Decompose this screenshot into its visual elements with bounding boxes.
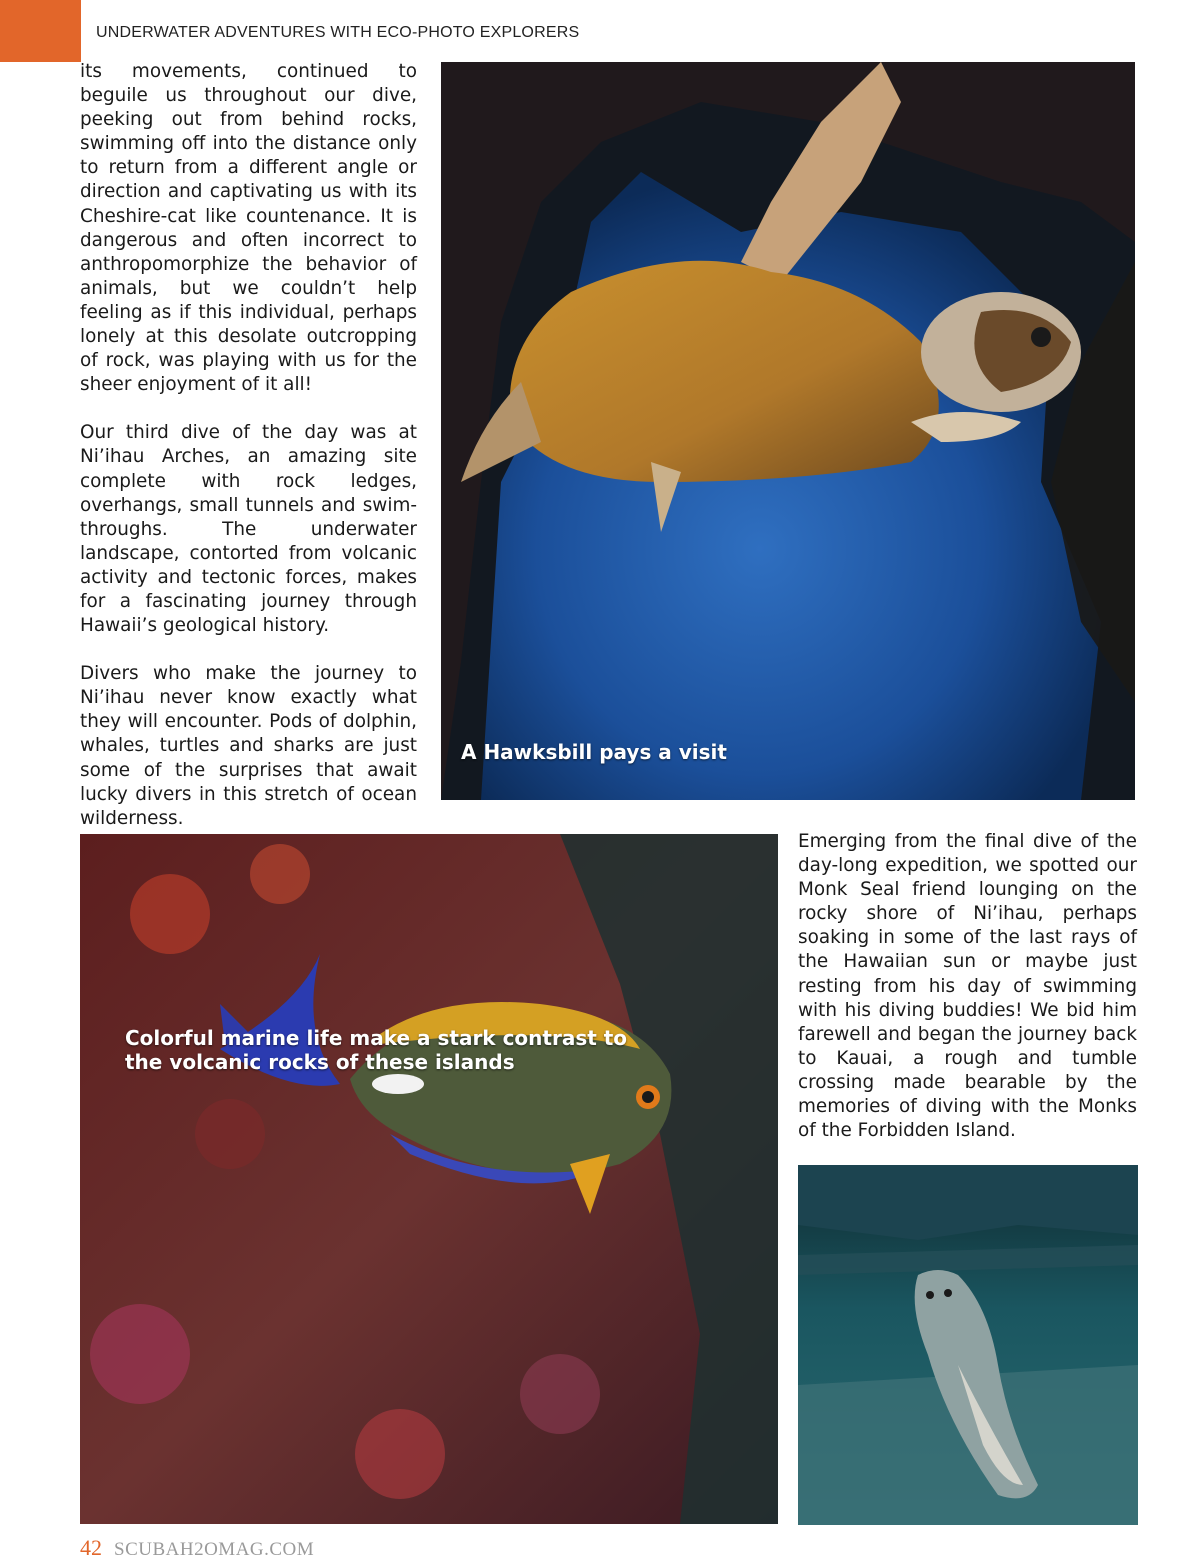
hawksbill-turtle-photo (441, 62, 1135, 800)
turtle-image (441, 62, 1135, 800)
header-accent-tab (0, 0, 81, 62)
right-text-column (798, 830, 1137, 1143)
monk-seal-photo (798, 1165, 1138, 1525)
page-footer (80, 1535, 314, 1561)
running-header: UNDERWATER ADVENTURES WITH ECO-PHOTO EXPLORERS (96, 24, 580, 41)
paragraph: Divers who make the journey to Ni’ihau never know exactly what they will encounter. Pods of dolphin, whales, turtles and sharks are just some of the surprises that await lucky divers in this stretch of ocean wilderness. (80, 663, 417, 829)
paragraph: Our third dive of the day was at Ni’ihau Arches, an amazing site complete with rock ledges, overhangs, small tunnels and swim-throughs. The underwater landscape, contorted from volcanic activity and tectonic forces, makes for a fascinating journey through Hawaii’s geological history. (80, 422, 417, 637)
seal-image (798, 1165, 1138, 1525)
turtle-photo-caption: A Hawksbill pays a visit (461, 740, 727, 764)
site-url: SCUBAH2OMAG.COM (114, 1539, 315, 1560)
fish-image (80, 834, 778, 1524)
left-text-column (80, 60, 417, 831)
paragraph: its movements, continued to beguile us throughout our dive, peeking out from behind rocks, swimming off into the distance only to return from a different angle or direction and captivating us with its Cheshire-cat like countenance. It is dangerous and often incorrect to anthropomorphize the behavior of animals, but we couldn’t help feeling as if this individual, perhaps lonely at this desolate outcropping of rock, was playing with us for the sheer enjoyment of it all! (80, 61, 417, 396)
surgeonfish-photo (80, 834, 778, 1524)
paragraph: Emerging from the final dive of the day-long expedition, we spotted our Monk Seal friend lounging on the rocky shore of Ni’ihau, perhaps soaking in some of the last rays of the Hawaiian sun or maybe just resting from his day of swimming with his diving buddies! We bid him farewell and began the journey back to Kauai, a rough and tumble crossing made bearable by the memories of diving with the Monks of the Forbidden Island. (798, 831, 1137, 1142)
page-number: 42 (80, 1535, 102, 1560)
fish-photo-caption: Colorful marine life make a stark contrast to the volcanic rocks of these islands (125, 1026, 628, 1074)
